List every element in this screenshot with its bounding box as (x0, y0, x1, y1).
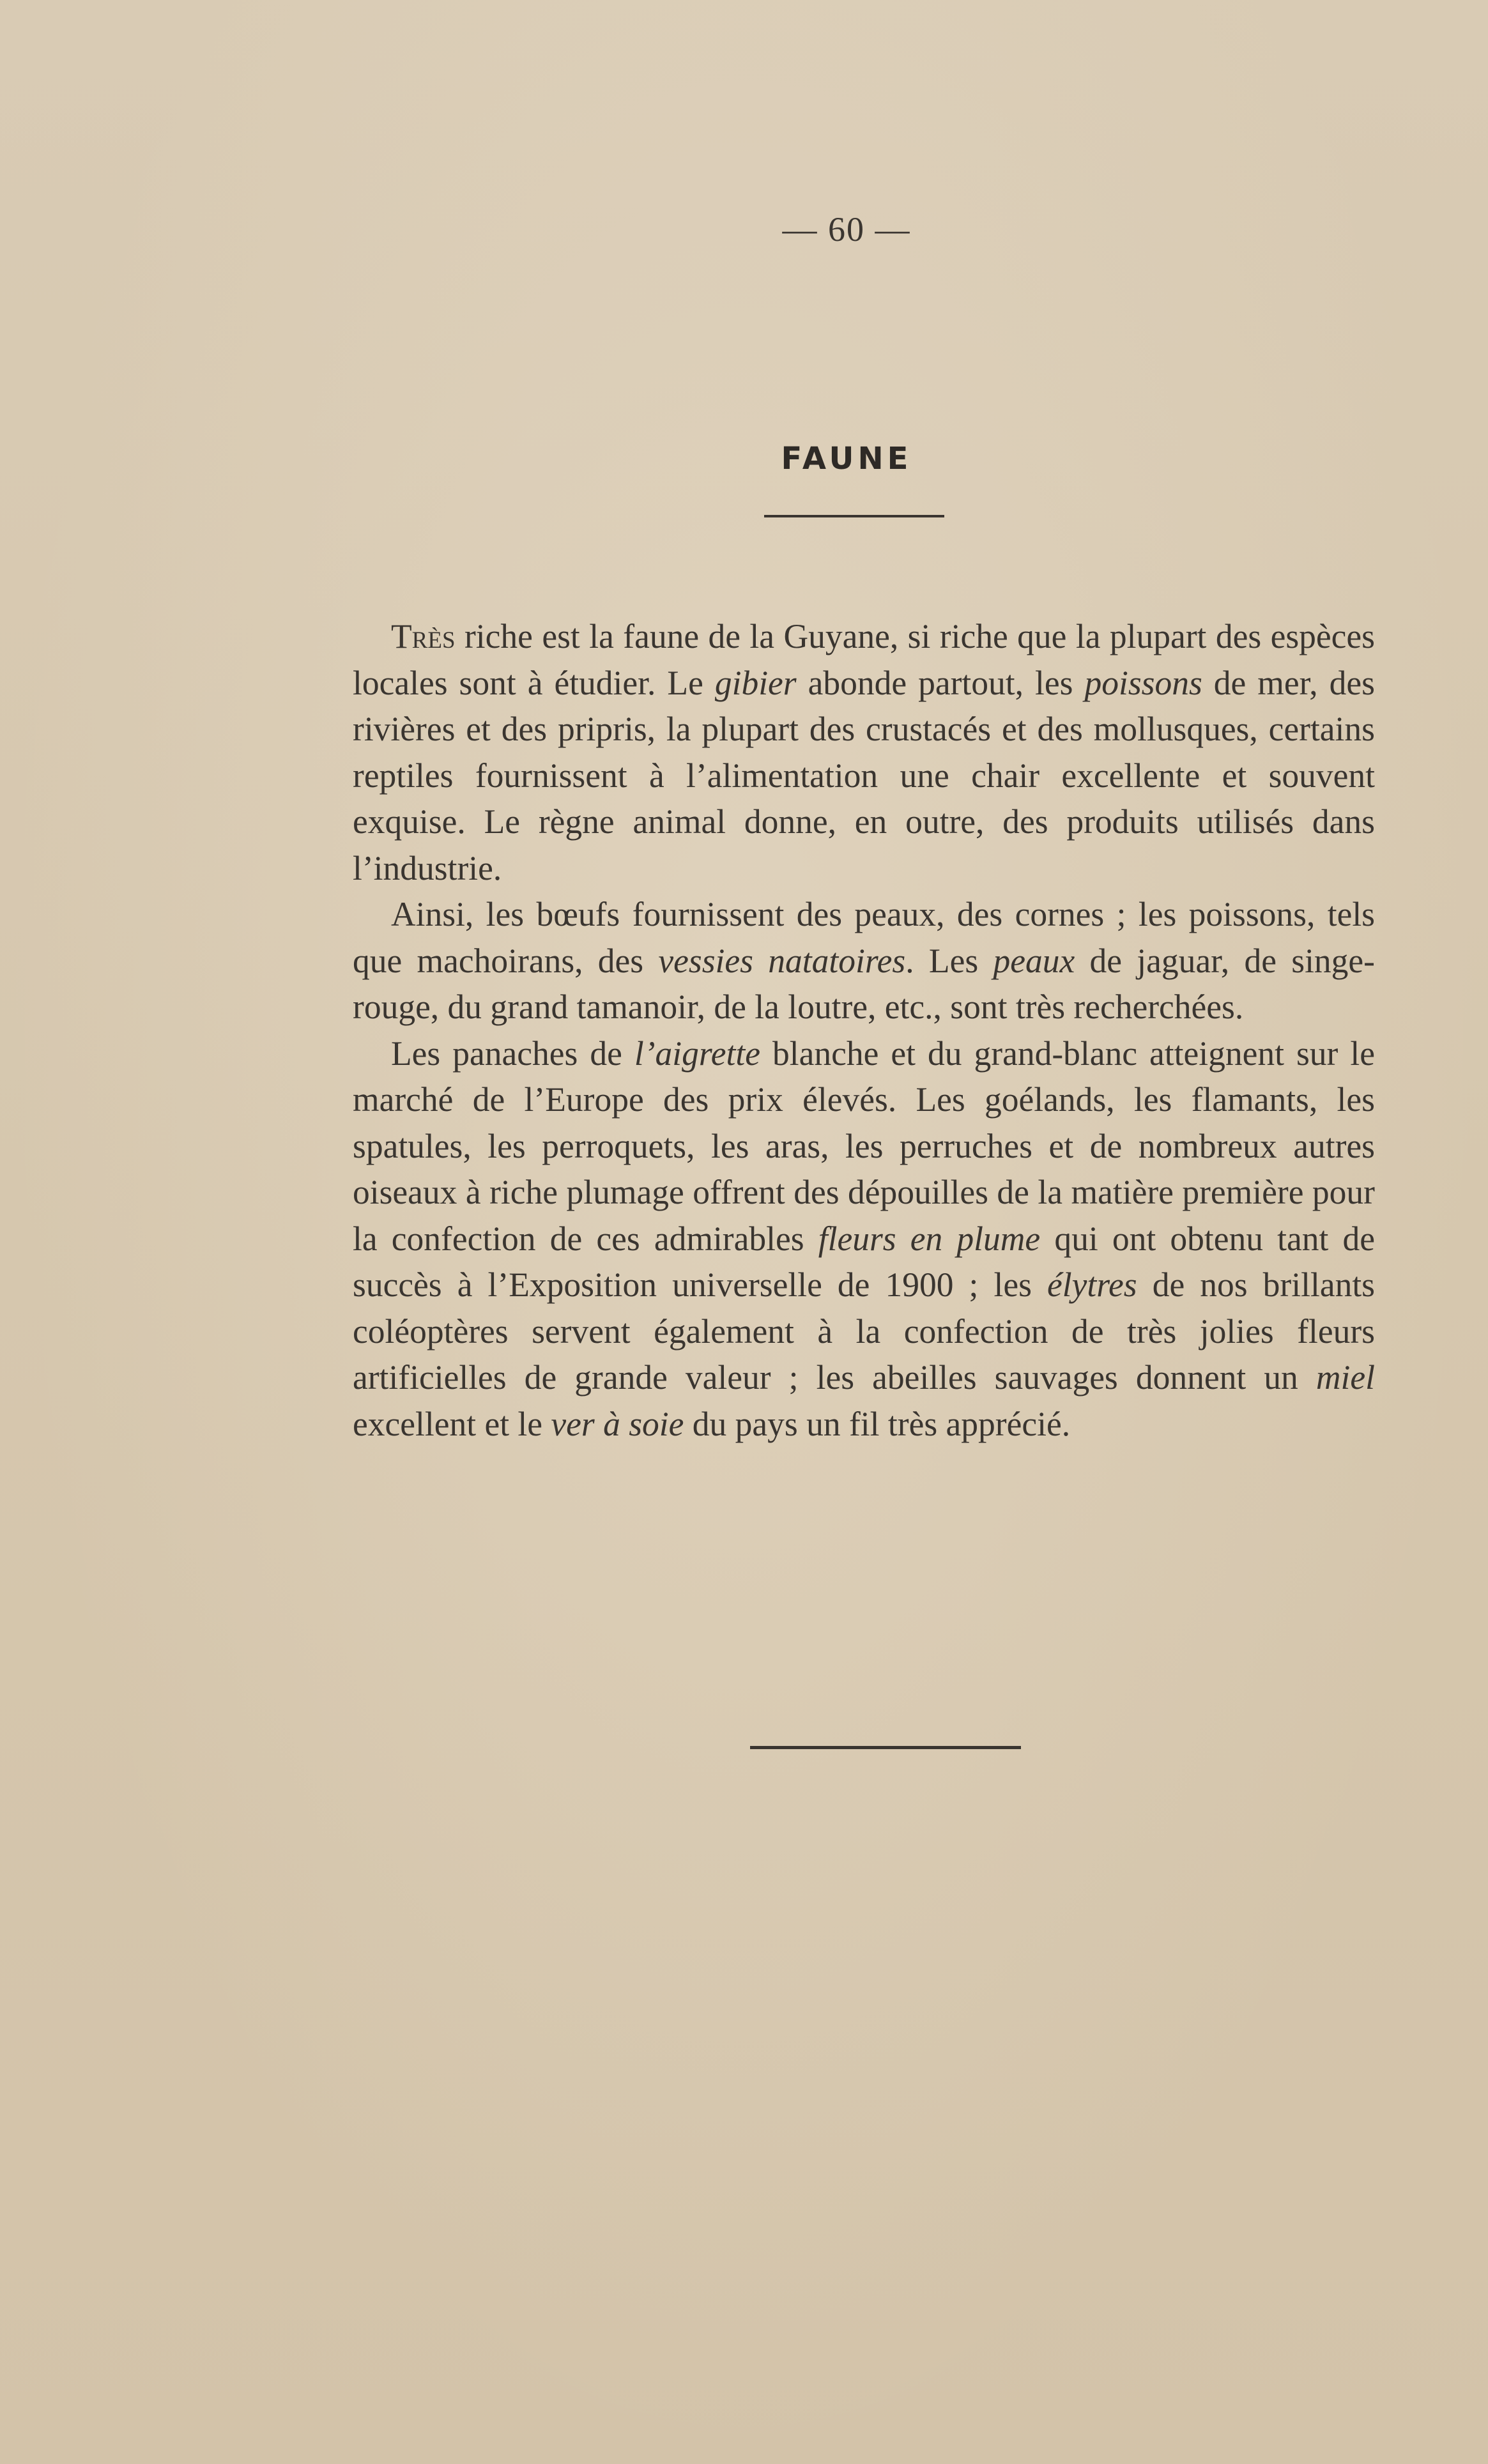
body-text (353, 613, 1375, 1447)
emphasis: fleurs en plume (818, 1219, 1041, 1258)
text-run: excellent et le (353, 1404, 551, 1443)
emphasis: ver à soie (551, 1404, 684, 1443)
text-run: du pays un fil très apprécié. (684, 1404, 1071, 1443)
emphasis: élytres (1047, 1266, 1137, 1304)
text-run: Les panaches de (391, 1034, 634, 1073)
text-run: Ainsi, les bœufs fournissent des peaux, des cornes ; les poissons, tels que machoirans, des (353, 895, 1375, 980)
text-run: . Les (905, 941, 993, 980)
emphasis: peaux (993, 941, 1075, 980)
emphasis: miel (1315, 1358, 1375, 1397)
emphasis: poissons (1084, 663, 1202, 702)
page-number: — 60 — (782, 210, 911, 249)
text-run: blanche et du grand-blanc atteignent sur le marché de l’Europe des prix élevés. Les goélands, les flamants, les spatules, les perroquets, les aras, les perruches et de nombreux autres oiseaux à riche plumage offrent des dépouilles de la matière première pour la confection de ces admirables (353, 1034, 1375, 1258)
emphasis: vessies natatoires (658, 941, 906, 980)
text-run: riche est la faune de la Guyane, si riche que la plupart des espèces locales sont à étudier. Le (353, 617, 1375, 702)
text-run: abonde partout, les (796, 663, 1085, 702)
paragraph-1 (353, 613, 1375, 891)
paragraph-3 (353, 1030, 1375, 1448)
text-run: de mer, des rivières et des pripris, la plupart des crustacés et des mollusques, certains reptiles fournissent à l’alimentation une chair excellente et souvent exquise. Le règne animal donne, en outre, des produits utilisés dans l’industrie. (353, 663, 1375, 887)
text-run: qui ont obtenu tant de succès à l’Exposition universelle de 1900 ; les (353, 1219, 1376, 1304)
paragraph-2 (353, 891, 1375, 1030)
end-rule (750, 1746, 1021, 1749)
text-run: de jaguar, de singe-rouge, du grand tamanoir, de la loutre, etc., sont très recherchées. (353, 941, 1375, 1026)
text-run: de nos brillants coléoptères servent également à la confection de très jolies fleurs artificielles de grande valeur ; les abeilles sauvages donnent un (353, 1266, 1376, 1397)
heading-rule (764, 515, 944, 517)
paragraph-lead: Très (391, 617, 456, 655)
emphasis: l’aigrette (634, 1034, 760, 1073)
section-heading: FAUNE (781, 441, 912, 477)
emphasis: gibier (714, 663, 797, 702)
